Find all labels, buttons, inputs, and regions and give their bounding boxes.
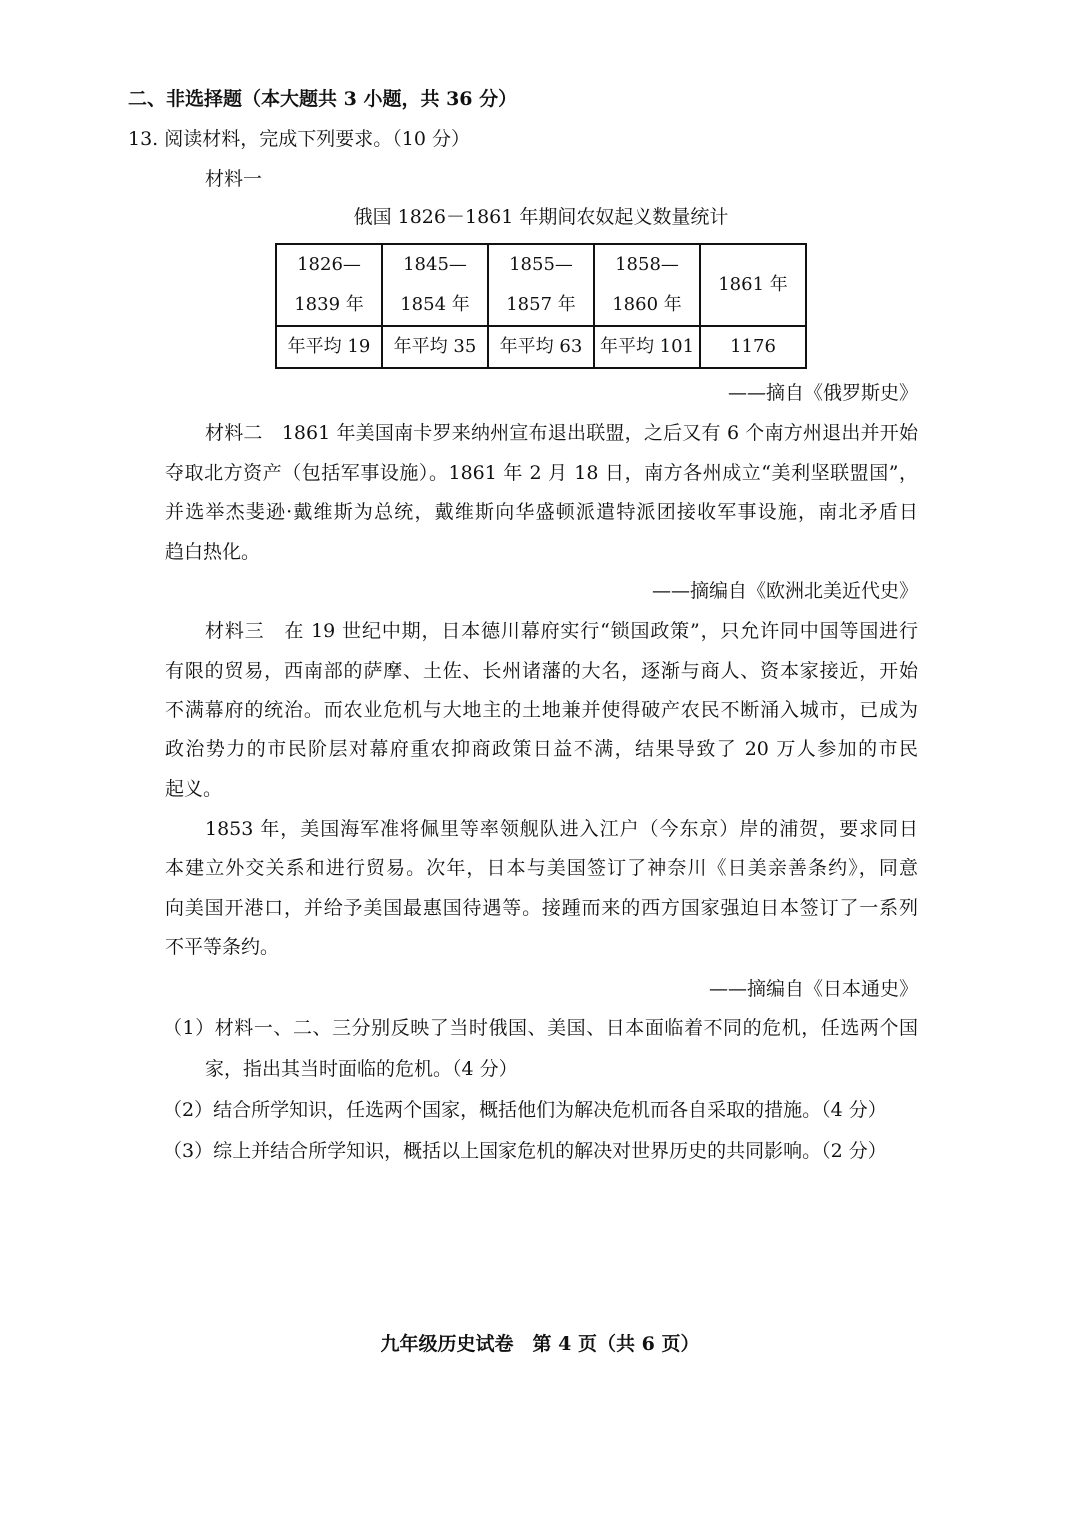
material3-source: ——摘编自《日本通史》 — [708, 978, 918, 1000]
table-title: 俄国 1826－1861 年期间农奴起义数量统计 — [353, 206, 729, 228]
task-line: （3）综上并结合所学知识，概括以上国家危机的解决对世界历史的共同影响。（2 分） — [163, 1140, 887, 1162]
material3-line: 材料三 在 19 世纪中期，日本德川幕府实行“锁国政策”，只允许同中国等国进行 — [205, 620, 918, 642]
task-line: 家，指出其当时面临的危机。（4 分） — [205, 1058, 518, 1080]
table-value-cell: 年平均 101 — [594, 326, 700, 368]
page-footer: 九年级历史试卷 第 4 页（共 6 页） — [380, 1333, 700, 1355]
serf-uprising-table — [275, 243, 807, 369]
material3-line: 向美国开港口，并给予美国最惠国待遇等。接踵而来的西方国家强迫日本签订了一系列 — [165, 897, 918, 919]
task-line: （2）结合所学知识，任选两个国家，概括他们为解决危机而各自采取的措施。（4 分） — [163, 1099, 887, 1121]
material1-label: 材料一 — [205, 168, 263, 190]
task-line: （1）材料一、二、三分别反映了当时俄国、美国、日本面临着不同的危机，任选两个国 — [163, 1017, 918, 1039]
material3-line: 1853 年，美国海军准将佩里等率领舰队进入江户（今东京）岸的浦贺，要求同日 — [205, 818, 918, 840]
material3-line: 不平等条约。 — [165, 936, 280, 958]
material3-line: 起义。 — [165, 778, 223, 800]
material2-source: ——摘编自《欧洲北美近代史》 — [651, 580, 918, 602]
table-header-cell: 1858— 1860 年 — [594, 244, 700, 326]
material2-line: 材料二 1861 年美国南卡罗来纳州宣布退出联盟，之后又有 6 个南方州退出并开始 — [205, 422, 918, 444]
material2-line: 趋白热化。 — [165, 541, 261, 563]
material2-line: 并选举杰斐逊·戴维斯为总统，戴维斯向华盛顿派遣特派团接收军事设施，南北矛盾日 — [165, 501, 918, 523]
table-value-cell: 年平均 35 — [382, 326, 488, 368]
question-title: 13. 阅读材料，完成下列要求。（10 分） — [128, 128, 470, 150]
table-value-cell: 1176 — [700, 326, 806, 368]
material3-line: 不满幕府的统治。而农业危机与大地主的土地兼并使得破产农民不断涌入城市，已成为 — [165, 699, 918, 721]
table-header-cell: 1855— 1857 年 — [488, 244, 594, 326]
material3-line: 本建立外交关系和进行贸易。次年，日本与美国签订了神奈川《日美亲善条约》，同意 — [165, 857, 918, 879]
table-value-cell: 年平均 19 — [276, 326, 382, 368]
table-header-cell: 1861 年 — [700, 244, 806, 326]
material1-source: ——摘自《俄罗斯史》 — [727, 382, 918, 404]
table-header-cell: 1826— 1839 年 — [276, 244, 382, 326]
table-value-cell: 年平均 63 — [488, 326, 594, 368]
table-header-cell: 1845— 1854 年 — [382, 244, 488, 326]
material2-line: 夺取北方资产（包括军事设施）。1861 年 2 月 18 日，南方各州成立“美利坚联盟国”， — [165, 462, 918, 484]
material3-line: 有限的贸易，西南部的萨摩、土佐、长州诸藩的大名，逐渐与商人、资本家接近，开始 — [165, 660, 918, 682]
section-heading: 二、非选择题（本大题共 3 小题，共 36 分） — [128, 88, 518, 110]
material3-line: 政治势力的市民阶层对幕府重农抑商政策日益不满，结果导致了 20 万人参加的市民 — [165, 738, 918, 760]
